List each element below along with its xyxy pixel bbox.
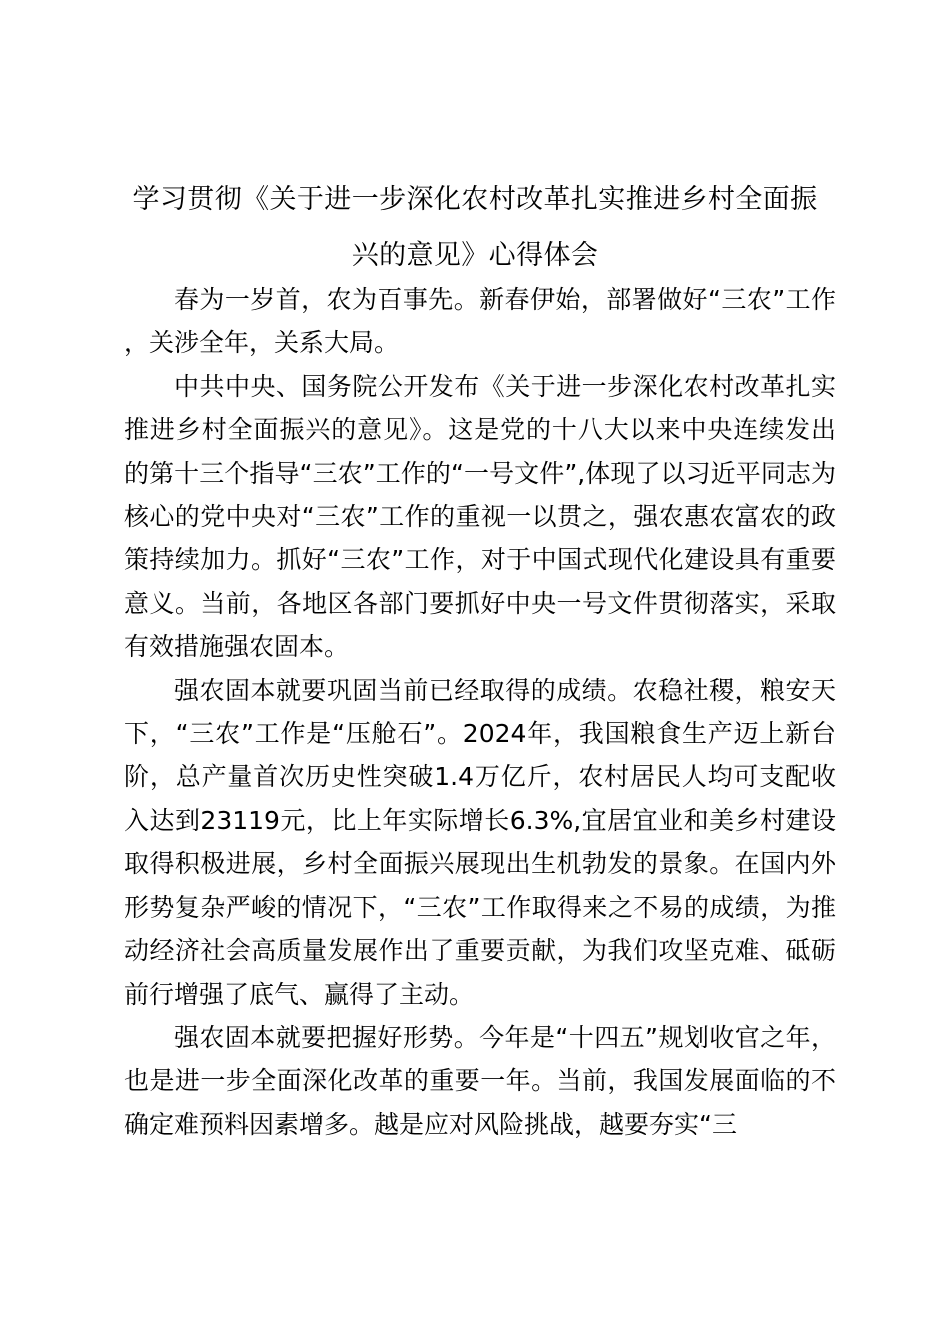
document-body [124, 278, 836, 1146]
paragraph-4: 强农固本就要把握好形势。今年是“十四五”规划收官之年，也是进一步全面深化改革的重要一年。当前，我国发展面临的不确定难预料因素增多。越是应对风险挑战，越要夯实“三 [124, 1022, 836, 1139]
paragraph-2: 中共中央、国务院公开发布《关于进一步深化农村改革扎实推进乡村全面振兴的意见》。这是党的十八大以来中央连续发出的第十三个指导“三农”工作的“一号文件”,体现了以习近平同志为核心的党中央对“三农”工作的重视一以贯之，强农惠农富农的政策持续加力。抓好“三农”工作，对于中国式现代化建设具有重要意义。当前，各地区各部门要抓好中央一号文件贯彻落实，采取有效措施强农固本。 [124, 371, 836, 662]
paragraph-3: 强农固本就要巩固当前已经取得的成绩。农稳社稷，粮安天下，“三农”工作是“压舱石”。2024年，我国粮食生产迈上新台阶，总产量首次历史性突破1.4万亿斤，农村居民人均可支配收入达到23119元，比上年实际增长6.3%,宜居宜业和美乡村建设取得积极进展，乡村全面振兴展现出生机勃发的景象。在国内外形势复杂严峻的情况下，“三农”工作取得来之不易的成绩，为推动经济社会高质量发展作出了重要贡献，为我们攻坚克难、砥砺前行增强了底气、赢得了主动。 [124, 675, 836, 1009]
paragraph-1: 春为一岁首，农为百事先。新春伊始，部署做好“三农”工作，关涉全年，关系大局。 [124, 285, 836, 358]
document-title: 学习贯彻《关于进一步深化农村改革扎实推进乡村全面振兴的意见》心得体会 [132, 184, 818, 271]
